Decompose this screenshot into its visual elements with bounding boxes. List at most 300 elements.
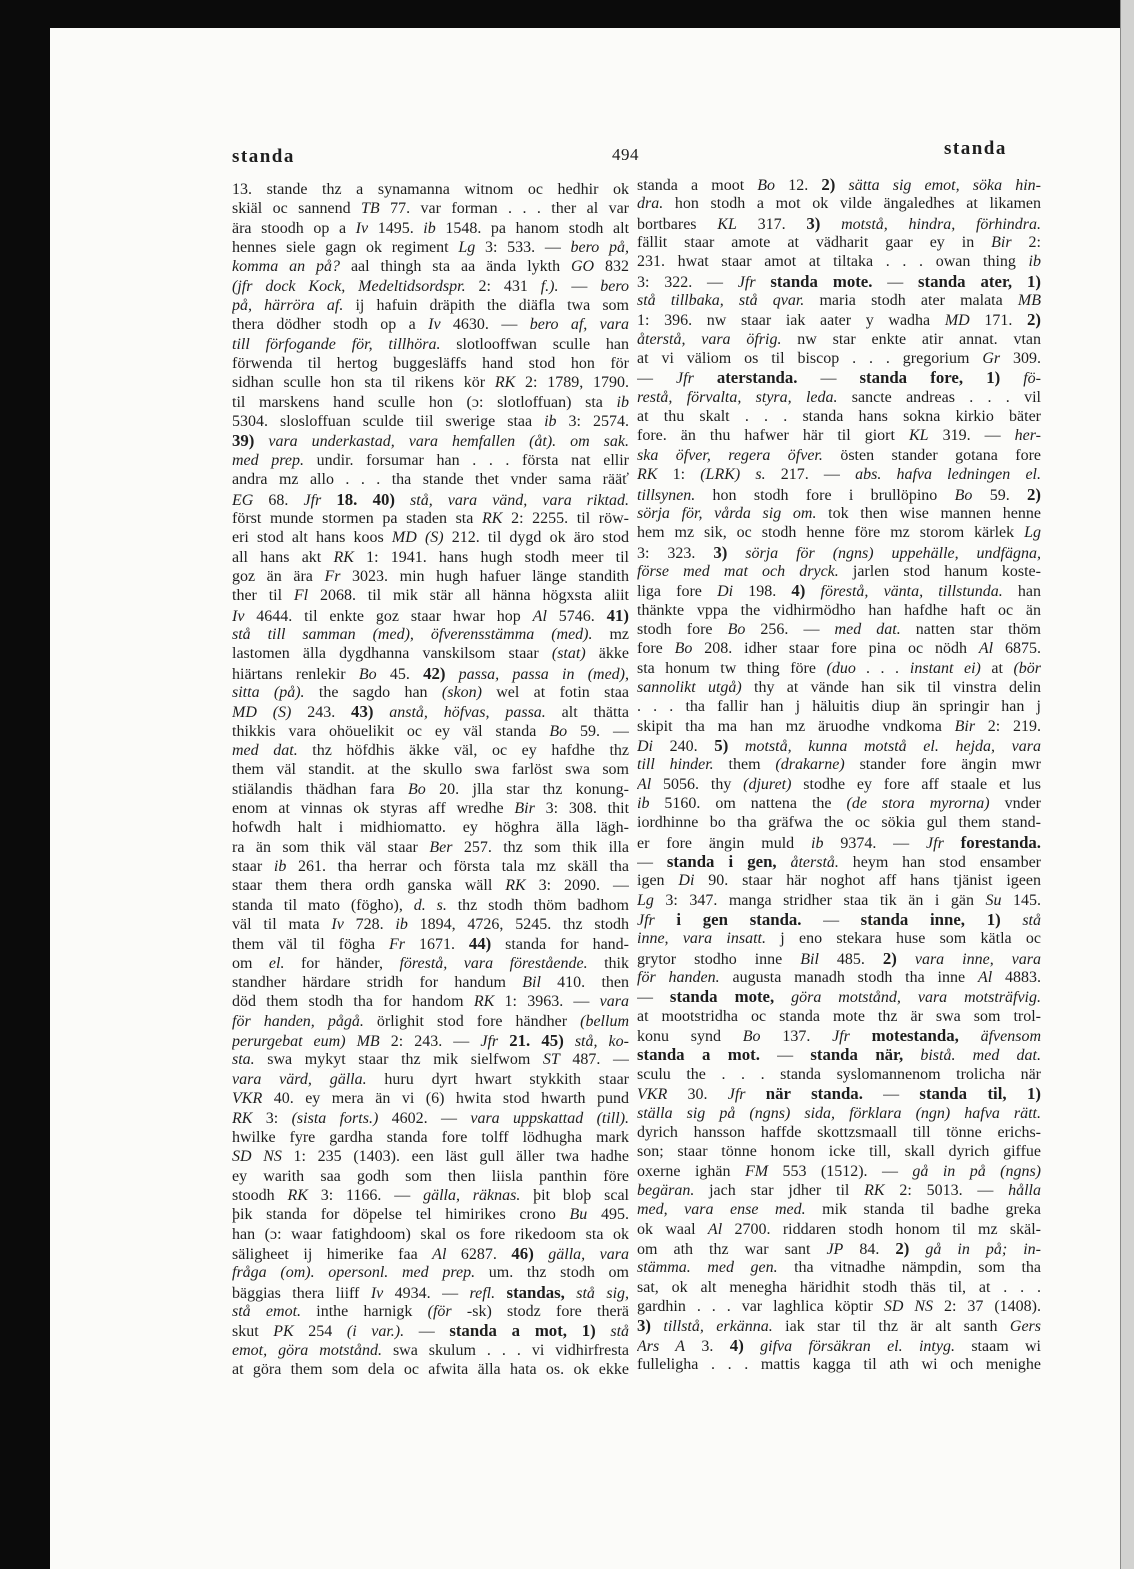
text-run: han (ɔ: waar fatighdoom) skal os fore rikedoom sta ok bbox=[232, 1225, 629, 1243]
dictionary-line bbox=[637, 1200, 1041, 1219]
italic-run: restå, förvalta, styra, leda. bbox=[637, 388, 838, 406]
text-run: -sk) stodz fore therä bbox=[451, 1302, 629, 1320]
italic-run: Fl bbox=[293, 587, 309, 605]
text-run: 319. — bbox=[928, 427, 1015, 445]
dictionary-line bbox=[637, 175, 1041, 194]
italic-run: Bo bbox=[408, 780, 426, 798]
dictionary-line bbox=[637, 775, 1041, 794]
text-run: 1: 3963. — bbox=[494, 993, 600, 1011]
text-run: dyrich hansson haffde skottzsmaall till tönne erichs- bbox=[637, 1123, 1041, 1141]
dictionary-line bbox=[232, 238, 629, 257]
text-run: 1: bbox=[657, 466, 701, 484]
bold-run: motestanda, bbox=[871, 1026, 959, 1046]
text-run: heym han stod ensamber bbox=[838, 854, 1041, 872]
text-run: — bbox=[759, 1047, 811, 1065]
dictionary-line bbox=[232, 199, 629, 218]
text-run: skipit tha ma han mz äruodhe vndkoma bbox=[637, 717, 955, 735]
dictionary-line bbox=[637, 871, 1041, 890]
dictionary-line bbox=[637, 214, 1041, 233]
dictionary-line bbox=[232, 973, 629, 992]
italic-run: f.). bbox=[540, 277, 559, 295]
dictionary-line bbox=[637, 659, 1041, 678]
bold-run: 41) bbox=[606, 605, 629, 625]
italic-run: Al bbox=[432, 1245, 447, 1263]
dictionary-line bbox=[232, 470, 629, 489]
text-run: stodh fore bbox=[637, 620, 728, 638]
dictionary-line bbox=[232, 722, 629, 741]
italic-run: passa, passa in (med), bbox=[445, 665, 629, 683]
dictionary-line bbox=[232, 567, 629, 586]
dictionary-line bbox=[637, 1084, 1041, 1103]
text-run: iordhinne bo tha gräfwa the oc sökia gul them stand- bbox=[637, 814, 1041, 832]
dictionary-line bbox=[232, 315, 629, 334]
italic-run: återstå. bbox=[776, 854, 839, 872]
italic-run: Gers bbox=[1009, 1318, 1041, 1336]
text-run: död them stodh tha for handom bbox=[232, 993, 474, 1011]
bold-run: forestanda. bbox=[960, 832, 1041, 852]
dictionary-line bbox=[637, 233, 1041, 252]
italic-run: emot, göra motstånd. bbox=[232, 1341, 382, 1359]
dictionary-line bbox=[637, 639, 1041, 658]
dictionary-line bbox=[637, 1181, 1041, 1200]
text-run: aal thingh sta aa ända lykth bbox=[340, 258, 571, 276]
italic-run: komma an på? bbox=[232, 258, 341, 276]
bold-run: 5) bbox=[714, 735, 729, 755]
italic-run: PK bbox=[273, 1323, 294, 1341]
bold-run: 21. 45) bbox=[509, 1031, 564, 1051]
italic-run: stå sig, bbox=[564, 1284, 629, 1302]
dictionary-line bbox=[232, 490, 629, 509]
text-run: them väl standit. at the skullo swa farlöst swa som bbox=[232, 761, 629, 779]
text-run: 4883. bbox=[992, 969, 1041, 987]
italic-run: Iv bbox=[331, 916, 344, 934]
text-run: staar them thera ordh ganska wäll bbox=[232, 877, 506, 895]
text-run: 3: 533. — bbox=[475, 239, 571, 257]
text-run: swa skulum . . . vi vidhirfresta bbox=[381, 1341, 629, 1359]
italic-run: ska öfver, regera öfver. bbox=[637, 446, 823, 464]
right-guide-word: standa bbox=[944, 138, 1007, 159]
text-run: 3: 1166. — bbox=[307, 1186, 424, 1204]
text-run: j eno stekara huse som kätla oc bbox=[766, 930, 1041, 948]
dictionary-line bbox=[232, 664, 629, 683]
italic-run: Al bbox=[637, 775, 652, 793]
bold-run: 42) bbox=[423, 663, 446, 683]
italic-run: Ars A bbox=[637, 1337, 686, 1355]
text-run: 3: 308. thit bbox=[534, 800, 629, 817]
text-run: 145. bbox=[1001, 891, 1041, 909]
dictionary-line bbox=[232, 1244, 629, 1263]
scan-border-top bbox=[0, 0, 1120, 28]
dictionary-line bbox=[232, 296, 629, 315]
text-run: gardhin . . . var laghlica köptir bbox=[637, 1297, 884, 1315]
italic-run: Bo bbox=[742, 1028, 761, 1046]
dictionary-line bbox=[232, 780, 629, 799]
text-run: natten star thöm bbox=[900, 620, 1041, 638]
italic-run: sitta (på). bbox=[232, 683, 305, 701]
italic-run: fö- bbox=[1000, 370, 1041, 388]
italic-run: RK bbox=[473, 993, 495, 1011]
text-run: 90. staar här noghot aff hans tjänist igeen bbox=[694, 872, 1041, 890]
text-run: fällit staar amote at vädharit gaar ey in bbox=[637, 234, 992, 252]
italic-run: gå in på (ngns) bbox=[912, 1162, 1041, 1180]
dictionary-line bbox=[637, 446, 1041, 465]
italic-run: motstå, kunna motstå el. hejda, vara bbox=[728, 737, 1041, 755]
text-run: väl til mata bbox=[232, 916, 332, 934]
text-run: skut bbox=[232, 1323, 274, 1341]
italic-run: Al bbox=[707, 1220, 723, 1238]
italic-run: Jfr bbox=[832, 1028, 872, 1046]
text-run: fore bbox=[637, 640, 675, 658]
text-run: 1: 396. nw staar iak aater y wadha bbox=[637, 312, 945, 330]
dictionary-line bbox=[637, 929, 1041, 948]
text-run: 3. bbox=[685, 1337, 730, 1355]
dictionary-line bbox=[637, 1162, 1041, 1181]
italic-run: Lg bbox=[637, 891, 654, 909]
dictionary-line bbox=[637, 755, 1041, 774]
text-run: 495. bbox=[587, 1206, 629, 1224]
bold-run: 2) bbox=[1027, 484, 1041, 504]
text-run: þit bloþ scal bbox=[520, 1186, 629, 1204]
italic-run: med prep. bbox=[232, 451, 305, 469]
dictionary-line bbox=[637, 523, 1041, 542]
dictionary-line bbox=[637, 1220, 1041, 1239]
italic-run: ib bbox=[423, 219, 436, 237]
text-run: 3: 323. bbox=[637, 544, 714, 562]
italic-run: d. s. bbox=[413, 896, 447, 914]
italic-run: VKR bbox=[637, 1086, 668, 1104]
text-run: hem mz sik, oc stodh henne före mz storom kärlek bbox=[637, 524, 1025, 542]
dictionary-line bbox=[637, 194, 1041, 213]
text-run: 2: 2255. til röw- bbox=[502, 509, 629, 527]
dictionary-line bbox=[637, 736, 1041, 755]
dictionary-line bbox=[232, 219, 629, 238]
text-run: 257. thz som thik illa bbox=[452, 838, 629, 856]
italic-run: EG bbox=[232, 491, 254, 509]
text-run: er fore ängin muld bbox=[637, 834, 812, 852]
dictionary-line bbox=[637, 891, 1041, 910]
text-run: 1495. bbox=[368, 219, 424, 237]
text-run: inthe harnigk bbox=[301, 1302, 428, 1320]
dictionary-line bbox=[232, 509, 629, 528]
dictionary-line bbox=[637, 1297, 1041, 1316]
italic-run: ib bbox=[1028, 253, 1041, 271]
italic-run: Su bbox=[985, 891, 1002, 909]
dictionary-line bbox=[232, 548, 629, 567]
italic-run: Di bbox=[637, 737, 653, 755]
bold-run: 43) bbox=[351, 702, 374, 722]
italic-run: TB bbox=[361, 200, 380, 218]
text-run: staar bbox=[232, 858, 274, 876]
text-run: 2: 1789, 1790. bbox=[515, 374, 629, 392]
italic-run: gå in på; in- bbox=[909, 1240, 1041, 1258]
italic-run: Jfr bbox=[676, 370, 717, 388]
text-run: hon stodh a mot ok vilde ängaledhes at likamen bbox=[663, 195, 1041, 213]
italic-run: abs. hafva ledningen el. bbox=[855, 466, 1041, 484]
dictionary-line bbox=[637, 310, 1041, 329]
italic-run: dra. bbox=[637, 195, 664, 213]
dictionary-line bbox=[637, 1316, 1041, 1335]
italic-run: Iv bbox=[355, 219, 369, 237]
text-run: — bbox=[637, 370, 677, 388]
italic-run: bero af, vara bbox=[529, 316, 629, 334]
italic-run: Lg bbox=[458, 239, 476, 257]
text-run: 77. var forman . . . ther al var bbox=[379, 200, 629, 218]
text-run: — bbox=[558, 277, 601, 295]
dictionary-line bbox=[637, 465, 1041, 484]
italic-run: motstå, hindra, förhindra. bbox=[820, 215, 1041, 233]
text-run: eri stod alt hans koos bbox=[232, 529, 392, 547]
dictionary-line bbox=[637, 388, 1041, 407]
text-run: fore. än thu hafwer här til giort bbox=[637, 427, 909, 445]
text-run: standa til mato (fögho), bbox=[232, 896, 414, 914]
dictionary-line bbox=[637, 620, 1041, 639]
text-run: — bbox=[404, 1323, 450, 1341]
text-run: — bbox=[637, 854, 667, 872]
dictionary-line bbox=[232, 625, 629, 644]
dictionary-line bbox=[637, 1239, 1041, 1258]
bold-run: 2) bbox=[895, 1238, 910, 1258]
text-run: 487. — bbox=[559, 1051, 629, 1069]
text-run: 256. — bbox=[745, 620, 835, 638]
text-run: mz bbox=[592, 625, 629, 643]
dictionary-line bbox=[232, 1225, 629, 1244]
dictionary-line bbox=[232, 818, 629, 837]
dictionary-line bbox=[232, 1147, 629, 1166]
italic-run: stå tillbaka, stå qvar. bbox=[637, 292, 805, 310]
italic-run: Iv bbox=[232, 607, 245, 625]
text-run: 3: 322. — bbox=[637, 273, 738, 291]
text-run: 3023. min hugh hafuer länge standith bbox=[340, 567, 629, 585]
italic-run: Ber bbox=[429, 838, 453, 856]
dictionary-line bbox=[637, 1142, 1041, 1161]
dictionary-line bbox=[637, 1065, 1041, 1084]
text-run: 4630. — bbox=[440, 316, 530, 334]
italic-run: Bir bbox=[991, 234, 1012, 252]
text-run: goz än ära bbox=[232, 567, 325, 585]
text-run: 171. bbox=[969, 312, 1028, 330]
italic-run: ib bbox=[395, 916, 408, 934]
italic-run: Iv bbox=[370, 1284, 384, 1302]
text-run: hwilke fyre gardha standa fore tolff lödhugha mark bbox=[232, 1128, 629, 1146]
dictionary-line bbox=[232, 799, 629, 818]
text-run: 2: 37 (1408). bbox=[933, 1297, 1041, 1315]
text-run: 3: 347. manga stridher staa tik än i gän bbox=[653, 891, 986, 909]
dictionary-line bbox=[637, 349, 1041, 368]
italic-run: med, vara ense med. bbox=[637, 1201, 806, 1219]
italic-run: Gr bbox=[982, 350, 1001, 368]
text-run: säligheet ij himerike faa bbox=[232, 1245, 433, 1263]
dictionary-line bbox=[232, 1263, 629, 1282]
text-run: andra mz allo . . . tha stande thet vnder sama rääť bbox=[232, 471, 629, 489]
dictionary-line bbox=[232, 1302, 629, 1321]
text-run: vnder bbox=[989, 795, 1041, 812]
dictionary-line bbox=[232, 838, 629, 857]
text-run: huru dyrt hwart stykkith staar bbox=[366, 1070, 629, 1088]
italic-run: GO bbox=[570, 258, 595, 276]
text-run: at bbox=[980, 659, 1014, 677]
text-run: skiäl oc sannend bbox=[232, 200, 362, 218]
italic-run: anstå, höfvas, passa. bbox=[373, 704, 546, 722]
text-run: 198. bbox=[733, 583, 792, 601]
italic-run: Fr bbox=[389, 936, 406, 954]
text-run: mik standa til badhe greka bbox=[805, 1201, 1041, 1219]
italic-run: (sista forts.) bbox=[291, 1109, 379, 1127]
text-run: stiälandis thädhan fara bbox=[232, 780, 409, 798]
dictionary-line bbox=[637, 813, 1041, 832]
text-run: all hans akt bbox=[232, 548, 334, 566]
italic-run: förestå, vara förestående. bbox=[399, 954, 588, 972]
text-run: bäggias thera liiff bbox=[232, 1284, 371, 1302]
scan-border-right bbox=[1120, 0, 1134, 1569]
text-run: til marskens hand sculle hon (ɔ: slotloffuan) sta bbox=[232, 393, 617, 411]
dictionary-line bbox=[637, 504, 1041, 523]
italic-run: Bu bbox=[569, 1206, 588, 1224]
text-run: them väl til fögha bbox=[232, 936, 390, 954]
bold-run: när standa. bbox=[765, 1084, 863, 1104]
text-run: standa a moot bbox=[637, 177, 758, 194]
italic-run: ST bbox=[542, 1051, 560, 1069]
italic-run: (stat) bbox=[551, 645, 586, 663]
text-run: swa mykyt staar thz mik sielfwom bbox=[254, 1051, 543, 1069]
italic-run: (duo . . . instant ei) bbox=[826, 659, 981, 677]
italic-run: återstå, vara öfrig. bbox=[637, 330, 782, 348]
italic-run: tillstå, erkänna. bbox=[650, 1318, 773, 1336]
text-run: 137. bbox=[760, 1028, 833, 1046]
italic-run: Bil bbox=[522, 974, 541, 992]
text-run: 240. bbox=[653, 737, 715, 755]
bold-run: 3) bbox=[806, 213, 821, 233]
text-run: alt thätta bbox=[545, 704, 629, 722]
text-run: undir. forsumar han . . . första nat ellir bbox=[304, 451, 629, 469]
italic-run: (i var.). bbox=[346, 1323, 405, 1341]
text-run: ra än som thik väl staar bbox=[232, 838, 430, 856]
text-run: tok then wise mannen henne bbox=[816, 504, 1041, 522]
text-run: ij hafuin dräpith the diäfla twa som bbox=[343, 297, 629, 315]
text-run: 309. bbox=[1000, 350, 1041, 368]
dictionary-line bbox=[232, 606, 629, 625]
italic-run: gälla, räknas. bbox=[423, 1186, 521, 1204]
dictionary-line bbox=[637, 426, 1041, 445]
dictionary-line bbox=[637, 1278, 1041, 1297]
text-run: sat, ok alt menegha häridhit stodh thäs til, at . . . bbox=[637, 1278, 1041, 1296]
text-run: 2: 431 bbox=[465, 277, 541, 295]
text-run: bortbares bbox=[637, 215, 718, 233]
dictionary-line bbox=[232, 992, 629, 1011]
italic-run: Al bbox=[977, 969, 993, 987]
dictionary-line bbox=[637, 1026, 1041, 1045]
text-run: 5746. bbox=[546, 607, 607, 625]
italic-run: gälla, vara bbox=[533, 1245, 629, 1263]
text-run: östen stander gotana fore bbox=[822, 446, 1041, 464]
dictionary-line bbox=[232, 1012, 629, 1031]
italic-run: vara värd, gälla. bbox=[232, 1070, 367, 1088]
text-run: 6875. bbox=[993, 640, 1041, 658]
text-run: slotlooffwan sculle han bbox=[440, 335, 629, 353]
italic-run: Al bbox=[532, 607, 547, 625]
italic-run: Bir bbox=[514, 800, 535, 817]
dictionary-line bbox=[232, 412, 629, 431]
dictionary-line bbox=[637, 968, 1041, 987]
dictionary-line bbox=[232, 257, 629, 276]
italic-run: stå bbox=[595, 1323, 629, 1341]
bold-run: 4) bbox=[791, 581, 806, 601]
italic-run: ib bbox=[616, 393, 629, 411]
text-run: 68. bbox=[253, 491, 304, 509]
text-run: stoodh bbox=[232, 1186, 288, 1204]
text-run: 243. bbox=[291, 704, 352, 722]
dictionary-line bbox=[232, 857, 629, 876]
dictionary-line bbox=[637, 833, 1041, 852]
italic-run: äfvensom bbox=[958, 1028, 1041, 1046]
text-run: äkke bbox=[585, 645, 629, 663]
italic-run: bero bbox=[600, 277, 629, 295]
italic-run: RK bbox=[482, 509, 503, 527]
text-run: konu synd bbox=[637, 1028, 743, 1046]
text-run: 410. then bbox=[540, 974, 629, 992]
italic-run: med dat. bbox=[834, 620, 901, 638]
italic-run: sörja för, vårda sig om. bbox=[637, 504, 817, 522]
text-run: igen bbox=[637, 872, 679, 890]
italic-run: RK bbox=[232, 1109, 253, 1127]
bold-run: standa mote. bbox=[770, 271, 873, 291]
dictionary-line bbox=[637, 794, 1041, 813]
text-run: 208. idher staar fore pina oc nödh bbox=[692, 640, 979, 658]
italic-run: (för bbox=[427, 1302, 452, 1320]
italic-run: ib bbox=[811, 834, 824, 852]
italic-run: tillsynen. bbox=[637, 486, 696, 504]
bold-run: 3) bbox=[713, 542, 728, 562]
dictionary-line bbox=[232, 1070, 629, 1089]
italic-run: sätta sig emot, söka hin- bbox=[835, 177, 1041, 194]
italic-run: stämma. med gen. bbox=[637, 1259, 778, 1277]
text-run: sidhan sculle hon sta til rikens kör bbox=[232, 374, 495, 392]
text-run: them bbox=[713, 756, 776, 774]
bold-run: 2) bbox=[1027, 310, 1041, 330]
text-run: 4644. til enkte goz staar hwar hop bbox=[244, 607, 533, 625]
dictionary-line bbox=[637, 1045, 1041, 1064]
text-run: nw star enkte atir annat. vtan bbox=[781, 330, 1041, 348]
dictionary-line bbox=[232, 393, 629, 412]
text-run: . . . tha fallir han j häluitis diup än springir han j bbox=[637, 698, 1041, 716]
dictionary-line bbox=[232, 1089, 629, 1108]
text-run: 40. ey mera än vi (6) hwita stod hwarth pund bbox=[262, 1090, 629, 1108]
text-run: örlighit stod fore händher bbox=[363, 1012, 581, 1030]
text-run: thänkte vppa the vidhirmödho han hafdhe haft oc än bbox=[637, 601, 1041, 619]
scan-border-left bbox=[0, 0, 50, 1569]
dictionary-line bbox=[232, 1205, 629, 1224]
text-run: iak star til thz är alt santh bbox=[772, 1318, 1010, 1336]
text-run: 1: 1941. hans hugh stodh meer til bbox=[353, 548, 629, 566]
text-run: — bbox=[872, 273, 918, 291]
dictionary-line bbox=[232, 277, 629, 296]
text-run: ther til bbox=[232, 587, 294, 605]
text-run: oxerne ighän bbox=[637, 1162, 745, 1180]
italic-run: RK bbox=[494, 374, 516, 392]
text-run: 2: bbox=[1011, 234, 1041, 252]
text-run: 728. bbox=[343, 916, 396, 934]
text-run: 3: bbox=[252, 1109, 292, 1127]
text-run: 13. stande thz a synamanna witnom oc hedhir ok bbox=[232, 181, 629, 198]
dictionary-line bbox=[232, 1031, 629, 1050]
italic-run: gifva försäkran el. intyg. bbox=[743, 1337, 955, 1355]
text-run: for händer, bbox=[284, 954, 400, 972]
bold-run: 18. 40) bbox=[336, 489, 395, 509]
dictionary-line bbox=[637, 1007, 1041, 1026]
dictionary-line bbox=[637, 987, 1041, 1006]
italic-run: RK bbox=[333, 548, 354, 566]
text-run: — bbox=[797, 370, 860, 388]
text-run: 1: 235 (1403). een läst gull äller twa hadhe bbox=[281, 1148, 629, 1166]
